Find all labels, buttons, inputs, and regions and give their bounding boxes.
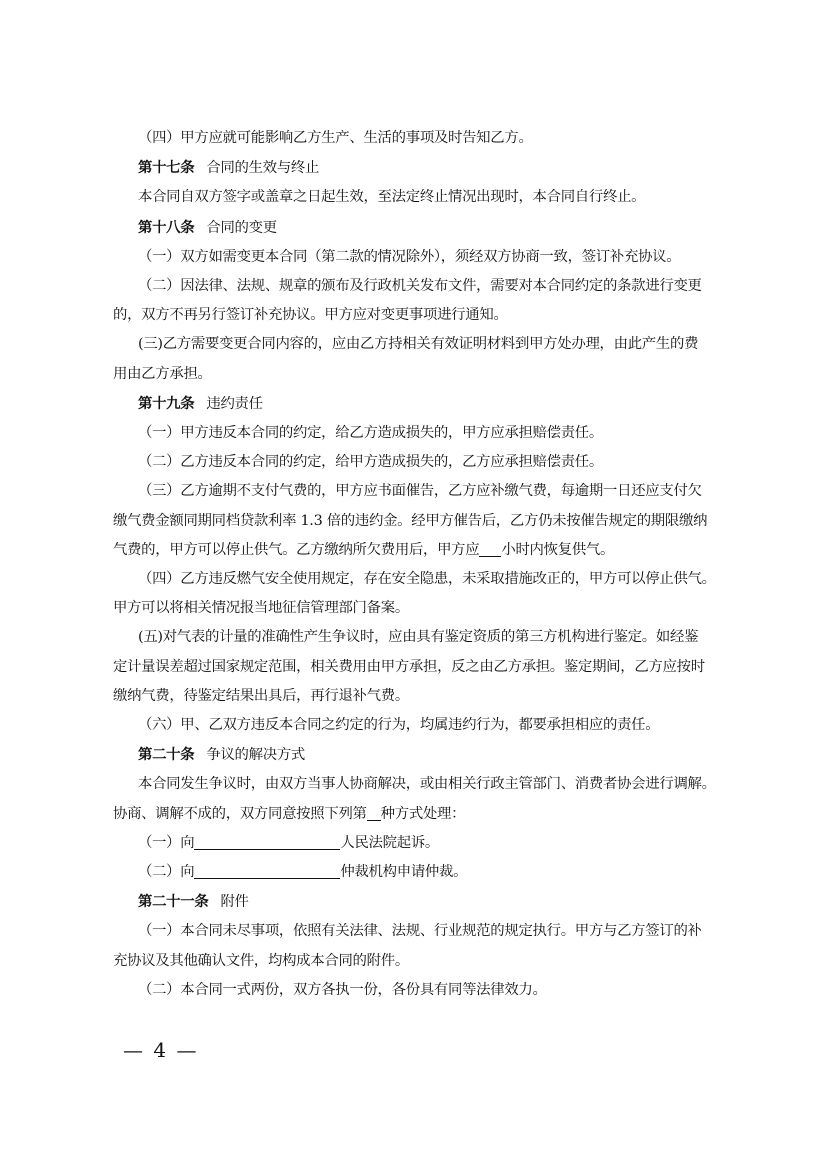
clause-line: 充协议及其他确认文件，均构成本合同的附件。 bbox=[113, 952, 409, 969]
text-segment: 小时内恢复供气。 bbox=[501, 541, 615, 558]
page-number: — 4 — bbox=[123, 1038, 199, 1062]
clause-line: （六）甲、乙双方违反本合同之约定的行为，均属违约行为，都要承担相应的责任。 bbox=[138, 717, 660, 734]
clause-line: (三)乙方需要变更合同内容的，应由乙方持相关有效证明材料到甲方处办理，由此产生的费 bbox=[138, 336, 699, 353]
clause-line: 本合同发生争议时，由双方当事人协商解决，或由相关行政主管部门、消费者协会进行调解。 bbox=[138, 776, 716, 793]
contract-body bbox=[113, 124, 721, 1005]
article-21-heading bbox=[113, 887, 721, 917]
article-title: 争议的解决方式 bbox=[206, 747, 306, 764]
clause-line: 定计量误差超过国家规定范围，相关费用由甲方承担，反之由乙方承担。鉴定期间，乙方应按时 bbox=[113, 658, 705, 675]
article-title: 合同的变更 bbox=[206, 219, 277, 236]
clause-line: 用由乙方承担。 bbox=[113, 365, 212, 382]
article-number: 第二十一条 bbox=[138, 893, 209, 911]
text-segment: 协商、调解不成的，双方同意按照下列第 bbox=[113, 805, 367, 822]
clause-line: （一）甲方违反本合同的约定，给乙方造成损失的，甲方应承担赔偿责任。 bbox=[138, 425, 603, 442]
fill-in-blank-arbitration[interactable] bbox=[194, 862, 340, 879]
clause-line: （二）乙方违反本合同的约定，给甲方造成损失的，乙方应承担赔偿责任。 bbox=[138, 454, 603, 471]
fill-in-blank-hours[interactable] bbox=[479, 540, 501, 557]
article-number: 第十九条 bbox=[138, 394, 195, 412]
clause-line: （四）乙方违反燃气安全使用规定，存在安全隐患，未采取措施改正的，甲方可以停止供气。 bbox=[138, 571, 716, 588]
article-number: 第十七条 bbox=[138, 159, 195, 177]
text-segment: 气费的，甲方可以停止供气。乙方缴纳所欠费用后，甲方应 bbox=[113, 541, 480, 558]
clause-line: （一）本合同未尽事项，依照有关法律、法规、行业规范的规定执行。甲方与乙方签订的补 bbox=[138, 923, 702, 940]
clause-line-with-blank bbox=[113, 829, 721, 858]
clause-line: 缴纳气费，待鉴定结果出具后，再行退补气费。 bbox=[113, 687, 409, 704]
clause-line: 甲方可以将相关情况报当地征信管理部门备案。 bbox=[113, 600, 409, 617]
article-17-heading bbox=[113, 153, 721, 183]
clause-line-with-blank bbox=[113, 536, 721, 565]
clause-line: 缴气费金额同期同档贷款利率 1.3 倍的违约金。经甲方催告后，乙方仍未按催告规定的期限缴纳 bbox=[113, 512, 708, 529]
article-19-heading bbox=[113, 389, 721, 419]
clause-line: (五)对气表的计量的准确性产生争议时，应由具有鉴定资质的第三方机构进行鉴定。如经鉴 bbox=[138, 629, 699, 646]
article-title: 违约责任 bbox=[206, 395, 263, 412]
clause-line: （一）双方如需变更本合同（第二款的情况除外），须经双方协商一致，签订补充协议。 bbox=[138, 248, 681, 265]
clause-line: 本合同自双方签字或盖章之日起生效，至法定终止情况出现时，本合同自行终止。 bbox=[138, 189, 646, 206]
text-segment: （一）向 bbox=[138, 834, 195, 851]
clause-line-with-blank bbox=[113, 800, 721, 829]
article-title: 合同的生效与终止 bbox=[206, 160, 320, 177]
article-number: 第十八条 bbox=[138, 218, 195, 236]
text-segment: 人民法院起诉。 bbox=[340, 834, 440, 851]
text-segment: （二）向 bbox=[138, 864, 195, 881]
clause-line: （二）因法律、法规、规章的颁布及行政机关发布文件，需要对本合同约定的条款进行变更 bbox=[138, 278, 702, 295]
text-segment: 仲裁机构申请仲裁。 bbox=[340, 864, 468, 881]
article-18-heading bbox=[113, 213, 721, 243]
clause-line: （四）甲方应就可能影响乙方生产、生活的事项及时告知乙方。 bbox=[138, 130, 533, 146]
article-number: 第二十条 bbox=[138, 746, 195, 764]
text-segment: 种方式处理： bbox=[380, 805, 466, 822]
fill-in-blank-court[interactable] bbox=[194, 833, 340, 850]
clause-line: （二）本合同一式两份，双方各执一份，各份具有同等法律效力。 bbox=[138, 981, 547, 998]
article-title: 附件 bbox=[220, 894, 249, 911]
clause-line: 的，双方不再另行签订补充协议。甲方应对变更事项进行通知。 bbox=[113, 307, 508, 324]
fill-in-blank-option[interactable] bbox=[367, 804, 381, 821]
clause-line-with-blank bbox=[113, 858, 721, 887]
clause-line: （三）乙方逾期不支付气费的，甲方应书面催告，乙方应补缴气费，每逾期一日还应支付欠 bbox=[138, 483, 702, 500]
article-20-heading bbox=[113, 740, 721, 770]
